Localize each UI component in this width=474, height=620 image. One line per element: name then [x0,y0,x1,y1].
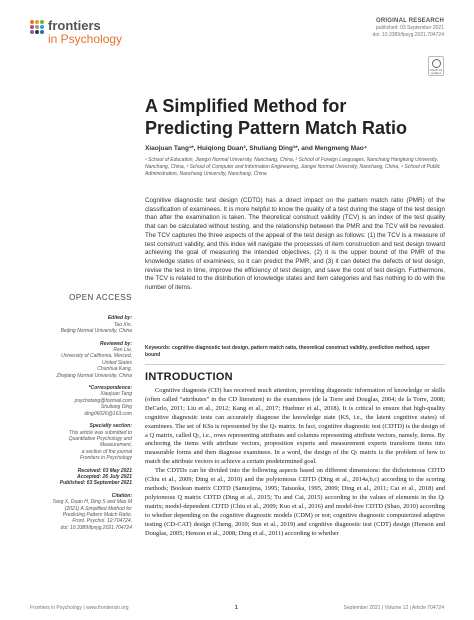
correspondence-label: *Correspondence: [88,385,132,392]
citation: Tang X, Duan H, Ding S and Mao M (2021) A Simplified Method for Predicting Pattern Match Ratio. Front. Psychol. 12:704724. doi: 10.3389/fpsyg.2021.704724 [52,499,132,531]
article-meta [373,18,444,39]
citation-label: Citation: [111,492,132,499]
reviewed-label: Reviewed by: [100,340,132,347]
divider [145,364,445,365]
author-list: Xiaojuan Tang¹*, Huiqiong Duan², Shuliang Ding³*, and Mengmeng Mao⁴ [145,145,367,152]
keywords-label: Keywords: [145,345,171,351]
edited-label: Edited by: [107,315,132,322]
article-type: ORIGINAL RESEARCH [376,18,444,24]
introduction-body [145,387,445,538]
frontiers-logo-icon [30,20,44,34]
check-updates-icon [432,59,441,68]
editor: Tao Xin, Beijing Normal University, China [60,321,132,335]
published-date-sidebar: Published: 03 September 2021 [59,480,132,487]
page-number: 1 [235,605,238,611]
paragraph: Cognitive diagnosis (CD) has received much attention, providing diagnostic information of knowledge or skills (often called “attributes” in the CD literature) to the examinees (de la Torre and Douglas, 2004; de la Torre, 2008; DeCarlo, 2011; Liu et al., 2012; Kang et al., 2017; Huebner et al., 2018). It is critical to ensure that high-quality cognitive diagnostic tests can accurately diagnose the knowledge state (KS, i.e., the latent cognitive states) of examinees. The set of KSs is represented by the Qₛ matrix. In fact, cognitive diagnostic test (CDTD) is the design of a Q matrix, called Qₜ, i.e., rows representing attributes and columns representing attribute vectors, namely, items. By anchoring the items with attribute vectors, proposition experts and measurement experts transform items into measurable forms and then diagnose examinees. In a word, the design of the Qₜ matrix is the problem of how to match the attribute vectors to achieve a certain predetermined goal. [145,387,445,466]
footer-journal[interactable]: Frontiers in Psychology | www.frontiersin.org [30,605,129,611]
article-sidebar [32,295,132,537]
journal-name: frontiers [48,18,101,33]
published-date: published: 03 September 2021 [375,25,444,31]
reviewers: Ren Liu, University of California, Merced, United States Chunhua Kang, Zhejiang Normal University, China [56,347,132,379]
specialty-label: Specialty section: [89,423,132,430]
article-doi[interactable]: doi: 10.3389/fpsyg.2021.704724 [372,32,444,38]
paragraph: The CDTDs can be divided into the following aspects based on different dimensions: the dichotomous CDTD (Chiu et al., 2009; Ding et al., 2010) and the polytomous CDTD (Ding et al., 2014a,b,c) according to the scoring methods; Boolean matrix CDTD (Samejima, 1995; Tatsuoka, 1995, 2009; Ding et al., 2011; Cai et al., 2018) and polytomous Q matrix CDTD (Ding et al., 2015; Tu and Cai, 2015) according to the values of elements in the Qₜ matrix; model-dependent CDTD (Chiu et al., 2009; Kuo et al., 2016) and model-free CDTD (Shao, 2010) according to whether depending on the cognitive diagnostic models (CDM) or not; cognitive diagnostic computerized adaptive testing (CD-CAT) design (Cheng, 2010; Sun et al., 2019) and cognitive diagnostic test (CDT) design (Henson and Douglas, 2005; Henson et al., 2008; Ding et al., 2011) according to whether [145,467,445,537]
specialty-section: This article was submitted to Quantitative Psychology and Measurement, a section of the journal Frontiers in Psychology [68,429,132,462]
keywords-list: cognitive diagnostic test design, pattern match ratio, theoretical construct validity, prediction method, upper bound [145,345,430,358]
keywords [145,345,445,358]
abstract: Cognitive diagnostic test design (CDTD) has a direct impact on the pattern match ratio (PMR) of the classification of examinees. It is more helpful to know the quality of a test during the stage of the test design than after the examination is taken. The theoretical construct validity (TCV) is an index of the test quality that can be calculated without testing, and the relationship between the PMR and the TCV will be revealed. The TCV captures the three aspects of the appeal of the test design as follows: (1) the TCV is a measure of test construct validity, and this index will navigate the processes of item construction and test design toward achieving the goal of measuring the intended objectives, (2) it is the upper bound of the PMR of the knowledge states of examinees, so it can predict the PMR, and (3) it can detect the defects of test design, revise the test in time, improve the efficiency of test design, and save the cost of test design. Furthermore, the TCV is related to the distribution of knowledge states and item categories and has nothing to do with the number of items. [145,197,445,292]
footer-volume: September 2021 | Volume 12 | Article 704724 [343,605,444,611]
correspondence[interactable]: Xiaojuan Tang psychotang@foxmail.com Shuliang Ding ding06026@163.com [74,391,132,417]
check-for-updates-button[interactable] [428,56,444,76]
accepted-date: Accepted: 26 July 2021 [76,473,132,480]
section-heading-introduction: INTRODUCTION [145,371,233,383]
article-title: A Simplified Method for Predicting Pattern Match Ratio [145,96,408,138]
check-updates-label: Check for updates [429,68,443,75]
affiliations: ¹ School of Education, Jiangxi Normal University, Nanchang, China, ² School of Foreign Languages, Nanchang Hangkong University, Nanchang, China, ³ School of Computer and Information Engineering, Jiangxi Normal University, Nanchang, China, ⁴ School of Public Administration, Nanchang University, Nanchang, China [145,157,441,177]
open-access-label: OPEN ACCESS [69,293,132,302]
journal-logo[interactable] [30,18,150,50]
journal-subname: in Psychology [48,32,123,46]
received-date: Received: 03 May 2021 [77,467,132,474]
